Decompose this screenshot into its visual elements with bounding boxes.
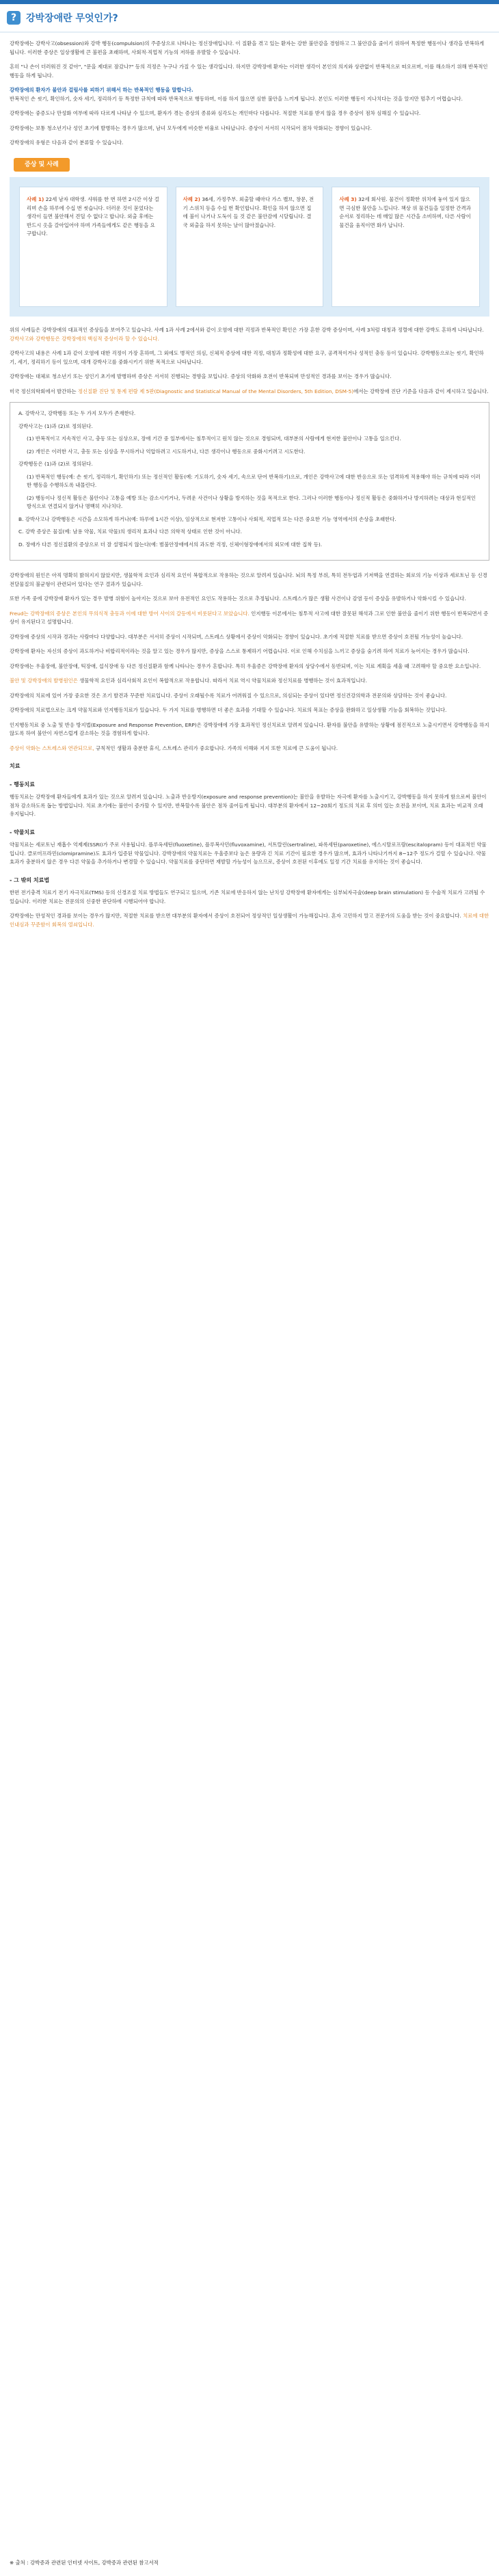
highlight-text: 증상이 악화는 스트레스와 연관되므로,: [10, 744, 94, 751]
case-text: 32세 회사원. 물건이 정확한 위치에 놓여 있지 않으면 극심한 불안을 느낍니다. 책상 위 물건들을 일정한 간격과 순서로 정리하는 데 매일 많은 시간을 소비하며, 다른 사람이 물건을 움직이면 화가 납니다.: [339, 196, 471, 228]
paragraph: 강박장애의 치료법으로는 크게 약물치료와 인지행동치료가 있습니다. 두 가지 치료를 병행하면 더 좋은 효과를 기대할 수 있습니다. 치료의 목표는 증상을 완화하고 일상생활 기능을 회복하는 것입니다.: [10, 707, 447, 713]
definition-heading: 강박장애의 환자가 불안과 걸림사를 피하기 위해서 하는 반복적인 행동을 말합니다.: [10, 87, 193, 93]
dsm-highlight: 정신질환 진단 및 통계 편람 제 5판(Diagnostic and Statistical Manual of the Mental Disorders, 5th Edition, DSM-5): [77, 388, 354, 394]
case-text: 22세 남자 대학생. 샤워를 한 번 하면 2시간 이상 걸리며 손을 하루에 수십 번 씻습니다. 더러운 것이 묻었다는 생각이 들면 불안해서 견딜 수 없다고 합니다. 외출 후에는 반드시 옷을 갈아입어야 하며 가족들에게도 같은 행동을 요구합니다.: [27, 196, 159, 237]
definition-paragraph: [10, 86, 489, 103]
criterion: 강박사고는 (1)과 (2)로 정의된다.: [18, 422, 93, 429]
paragraph: 한편 전기충격 치료기 전기 자극치료(TMS) 등의 신경조절 치료 방법들도 연구되고 있으며, 기존 치료에 반응하지 않는 난치성 강박장애 환자에게는 심부뇌자극술(deep brain stimulation) 등 수술적 치료가 고려될 수 있습니다. 이러한 치료는 전문의의 신중한 판단하에 시행되어야 합니다.: [10, 889, 485, 904]
types-intro: 강박장애의 유형은 다음과 같이 분류할 수 있습니다.: [10, 139, 124, 146]
paragraph: [10, 610, 489, 627]
paragraph: [10, 388, 489, 397]
paragraph: [10, 677, 489, 686]
highlight-text: 치료에 대한 인내심과 꾸준함이 회복의 열쇠입니다.: [10, 913, 489, 928]
article-body: [0, 33, 499, 929]
treatment-heading: 치료: [10, 763, 21, 769]
criterion: C. 강박 증상은 물질(예: 남용 약물, 치료 약물)의 생리적 효과나 다른 의학적 상태로 인한 것이 아니다.: [18, 528, 243, 535]
case-label: 사례 2): [183, 196, 201, 202]
other-treatment-heading: - 그 밖의 치료법: [10, 876, 50, 883]
cases-panel: [10, 177, 489, 317]
paragraph: 약물치료는 세로토닌 재흡수 억제제(SSRI)가 주로 사용됩니다. 플루옥세틴(fluoxetine), 플루복사민(fluvoxamine), 서트랄린(sertraline), 파록세틴(paroxetine), 에스시탈로프람(escitalopram) 등이 대표적인 약물입니다. 클로미프라민(clomipramine)도 효과가 입증된 약물입니다. 강박장애의 약물치료는 우울증보다 높은 용량과 긴 치료 기간이 필요한 경우가 많으며, 효과가 나타나기까지 8~12주 정도가 걸릴 수 있습니다. 약물 효과가 충분하지 않은 경우 다른 약물을 추가하거나 변경할 수 있습니다. 약물치료를 중단하면 재발할 가능성이 높으므로, 증상이 호전된 이후에도 일정 기간 치료를 유지하는 것이 좋습니다.: [10, 842, 487, 865]
case-label: 사례 3): [339, 196, 357, 202]
criterion: B. 강박사고나 강박행동은 시간을 소모하게 하거나(예: 하루에 1시간 이상), 임상적으로 현저한 고통이나 사회적, 직업적 또는 다른 중요한 기능 영역에서의 손상을 초래한다.: [18, 515, 396, 522]
case-card: [332, 187, 480, 307]
paragraph: [10, 744, 489, 753]
paragraph: [10, 326, 489, 343]
drug-heading: - 약물치료: [10, 829, 36, 835]
case-card: [176, 187, 324, 307]
paragraph-text: 인지행동 이론에서는 침투적 사고에 대한 잘못된 해석과 그로 인한 불안을 줄이기 위한 행동이 반복되면서 증상이 유지된다고 설명합니다.: [10, 610, 489, 625]
paragraph: 강박장애는 우울장애, 불안장애, 틱장애, 섭식장애 등 다른 정신질환과 함께 나타나는 경우가 흔합니다. 특히 우울증은 강박장애 환자의 상당수에서 동반되며, 이는 치료 계획을 세울 때 고려해야 할 중요한 요소입니다.: [10, 662, 481, 669]
paragraph: 강박장애 환자는 자신의 증상이 과도하거나 비합리적이라는 것을 알고 있는 경우가 많지만, 증상을 스스로 통제하기 어렵습니다. 이로 인해 수치심을 느끼고 증상을 숨기려 하여 치료가 늦어지는 경우가 많습니다.: [10, 648, 470, 654]
intro-paragraph: 강박장애는 강박사고(obsession)와 강박 행동(compulsion)의 주증상으로 나타나는 정신장애입니다. 이 질환을 겪고 있는 환자는 강한 불안감을 경험하고 그 불안감을 줄이기 위하여 특정한 행동이나 생각을 반복하게 됩니다. 이러한 증상은 일상생활에 큰 불편을 초래하며, 사회적·직업적 기능의 저하를 유발할 수 있습니다.: [10, 40, 485, 55]
paragraph: 강박장애 증상의 시작과 경과는 사람마다 다양합니다. 대부분은 서서히 증상이 시작되며, 스트레스 상황에서 증상이 악화되는 경향이 있습니다. 초기에 적절한 치료를 받으면 증상이 호전될 가능성이 높습니다.: [10, 633, 463, 640]
criterion: D. 장애가 다른 정신질환의 증상으로 더 잘 설명되지 않는다(예: 범불안장애에서의 과도한 걱정, 신체이형장애에서의 외모에 대한 집착 등).: [18, 541, 323, 548]
case-text: 36세, 가정주부. 외출할 때마다 가스 밸브, 창문, 전기 스위치 등을 수십 번 확인합니다. 확인을 하지 않으면 집에 불이 나거나 도둑이 들 것 같은 불안감에 시달립니다. 결국 외출을 하지 못하는 날이 많아졌습니다.: [183, 196, 314, 228]
criterion: (1) 반복적인 행동(예: 손 씻기, 정리하기, 확인하기) 또는 정신적인 활동(예: 기도하기, 숫자 세기, 속으로 단어 반복하기)으로, 개인은 강박사고에 대한 반응으로 또는 엄격하게 적용해야 하는 규칙에 따라 이러한 행동을 수행하도록 내몰린다.: [27, 473, 481, 488]
case-card: [19, 187, 167, 307]
criteria-box: [10, 402, 489, 561]
paragraph: 강박장애의 치료에 있어 가장 중요한 것은 조기 발견과 꾸준한 치료입니다. 증상이 오래될수록 치료가 어려워질 수 있으므로, 의심되는 증상이 있다면 정신건강의학과 전문의와 상담하는 것이 좋습니다.: [10, 692, 447, 699]
paragraph: 강박장애의 원인은 아직 명확히 밝혀지지 않았지만, 생물학적 요인과 심리적 요인이 복합적으로 작용하는 것으로 알려져 있습니다. 뇌의 특정 부위, 특히 전두엽과 기저핵을 연결하는 회로의 기능 이상과 세로토닌 등 신경전달물질의 불균형이 관련되어 있다는 연구 결과가 있습니다.: [10, 572, 487, 587]
paragraph-text: 위의 사례들은 강박장애의 대표적인 증상들을 보여주고 있습니다. 사례 1과 사례 2에서와 같이 오염에 대한 걱정과 반복적인 확인은 가장 흔한 강박 증상이며, 사례 3처럼 대칭과 정렬에 대한 강박도 흔하게 나타납니다.: [10, 327, 484, 333]
criterion: (1) 반복적이고 지속적인 사고, 충동 또는 심상으로, 장애 기간 중 일부에서는 침투적이고 원치 않는 것으로 경험되며, 대부분의 사람에게 현저한 불안이나 고통을 일으킨다.: [27, 435, 401, 442]
paragraph: 강박장애는 중증도나 만성화 여부에 따라 다르게 나타날 수 있으며, 환자가 겪는 증상의 종류와 심각도는 개인마다 다릅니다. 적절한 치료를 받지 않을 경우 증상이 점차 심해질 수 있습니다.: [10, 110, 421, 116]
question-icon: ?: [7, 11, 21, 25]
paragraph-text: 생물학적 요인과 심리사회적 요인이 복합적으로 작용합니다. 따라서 치료 역시 약물치료와 정신치료를 병행하는 것이 효과적입니다.: [77, 677, 367, 684]
paragraph-text: 에서는 강박장애 진단 기준을 다음과 같이 제시하고 있습니다.: [353, 388, 489, 394]
criterion: A. 강박사고, 강박행동 또는 두 가지 모두가 존재한다.: [18, 410, 136, 416]
paragraph: 행동치료는 강박장애 환자들에게 효과가 있는 것으로 알려져 있습니다. 노출과 반응방지(exposure and response prevention)는 불안을 유발하는 자극에 환자를 노출시키고, 강박행동을 하지 못하게 함으로써 불안이 점차 감소하도록 돕는 방법입니다. 치료 초기에는 불안이 증가할 수 있지만, 반복할수록 불안은 점차 줄어들게 됩니다. 대부분의 환자에서 12~20회기 정도의 치료 후 의미 있는 호전을 보이며, 치료 효과는 비교적 오래 유지됩니다.: [10, 794, 487, 817]
case-label: 사례 1): [27, 196, 44, 202]
highlight-text: Freud는 강박장애의 증상은 본인의 무의식적 충동과 이에 대한 방어 사이의 갈등에서 비롯된다고 보았습니다.: [10, 610, 250, 617]
cbt-heading: - 행동치료: [10, 781, 36, 788]
source-note: ※ 출처 : 강박증과 관련된 인터넷 사이트, 강박증과 관련된 참고서적: [10, 2560, 159, 2566]
paragraph: 강박사고의 내용은 사례 1과 같이 오염에 대한 걱정이 가장 흔하며, 그 외에도 병적인 의심, 신체적 증상에 대한 걱정, 대칭과 정확성에 대한 요구, 공격적이거나 성적인 충동 등이 있습니다. 강박행동으로는 씻기, 확인하기, 세기, 정리하기 등이 있으며, 대개 강박사고를 중화시키기 위한 목적으로 나타납니다.: [10, 350, 484, 365]
highlight-text: 불안 및 강박장애의 발병원인은: [10, 677, 78, 684]
criterion: 강박행동은 (1)과 (2)로 정의된다.: [18, 461, 93, 467]
criterion: (2) 행동이나 정신적 활동은 불안이나 고통을 예방 또는 감소시키거나, 두려운 사건이나 상황을 방지하는 것을 목적으로 한다. 그러나 이러한 행동이나 정신적 활동은 중화하거나 방지하려는 대상과 현실적인 방식으로 연결되지 않거나 명백히 지나치다.: [27, 494, 476, 509]
cases-heading: 증상 및 사례: [14, 158, 70, 172]
paragraph-text: 규칙적인 생활과 충분한 휴식, 스트레스 관리가 중요합니다. 가족의 이해와 지지 또한 치료에 큰 도움이 됩니다.: [94, 744, 338, 751]
header: [0, 4, 499, 33]
page-title: 강박장애란 무엇인가?: [26, 13, 118, 24]
paragraph: 강박장애는 보통 청소년기나 성인 초기에 발병하는 경우가 많으며, 남녀 모두에게 비슷한 비율로 나타납니다. 증상이 서서히 시작되어 점차 악화되는 경향이 있습니다.: [10, 124, 373, 131]
paragraph-text: 미국 정신의학회에서 발간하는: [10, 388, 78, 394]
highlight-text: 강박사고와 강박행동은 강박장애의 핵심적 증상이라 할 수 있습니다.: [10, 335, 159, 342]
criterion: (2) 개인은 이러한 사고, 충동 또는 심상을 무시하거나 억압하려고 시도하거나, 다른 생각이나 행동으로 중화시키려고 시도한다.: [27, 448, 306, 455]
intro-paragraph: 흔히 "나 손이 더러워진 것 같아", "문을 제대로 잠갔나?" 등의 걱정은 누구나 가질 수 있는 생각입니다. 하지만 강박장애 환자는 이러한 생각이 본인의 의지와 상관없이 반복적으로 떠오르며, 이를 해소하기 위해 반복적인 행동을 하게 됩니다.: [10, 64, 488, 79]
paragraph: 또한 가족 중에 강박장애 환자가 있는 경우 발병 위험이 높아지는 것으로 보아 유전적인 요인도 작용하는 것으로 추정됩니다. 스트레스가 많은 생활 사건이나 감염 등이 증상을 유발하거나 악화시킬 수 있습니다.: [10, 595, 466, 602]
paragraph: 강박장애는 대체로 청소년기 또는 성인기 초기에 발병하며 증상은 서서히 진행되는 경향을 보입니다. 증상의 악화와 호전이 반복되며 만성적인 경과를 보이는 경우가 많습니다.: [10, 373, 392, 379]
definition-body: 반복적인 손 씻기, 확인하기, 숫자 세기, 정리하기 등 특정한 규칙에 따라 반복적으로 행동하며, 이를 하지 않으면 심한 불안을 느끼게 됩니다. 본인도 이러한 행동이 지나치다는 것을 알지만 멈추기 어렵습니다.: [10, 95, 463, 102]
paragraph-text: 강박장애는 만성적인 경과를 보이는 경우가 많지만, 적절한 치료를 받으면 대부분의 환자에서 증상이 호전되어 정상적인 일상생활이 가능해집니다. 혼자 고민하지 말고 전문가의 도움을 받는 것이 중요합니다.: [10, 913, 461, 919]
paragraph: [10, 912, 489, 929]
paragraph: 인지행동치료 중 노출 및 반응 방지법(Exposure and Response Prevention, ERP)은 강박장애에 가장 효과적인 정신치료로 알려져 있습니다. 환자를 불안을 유발하는 상황에 점진적으로 노출시키면서 강박행동을 하지 않도록 하여 불안이 자연스럽게 감소하는 것을 경험하게 합니다.: [10, 721, 489, 736]
